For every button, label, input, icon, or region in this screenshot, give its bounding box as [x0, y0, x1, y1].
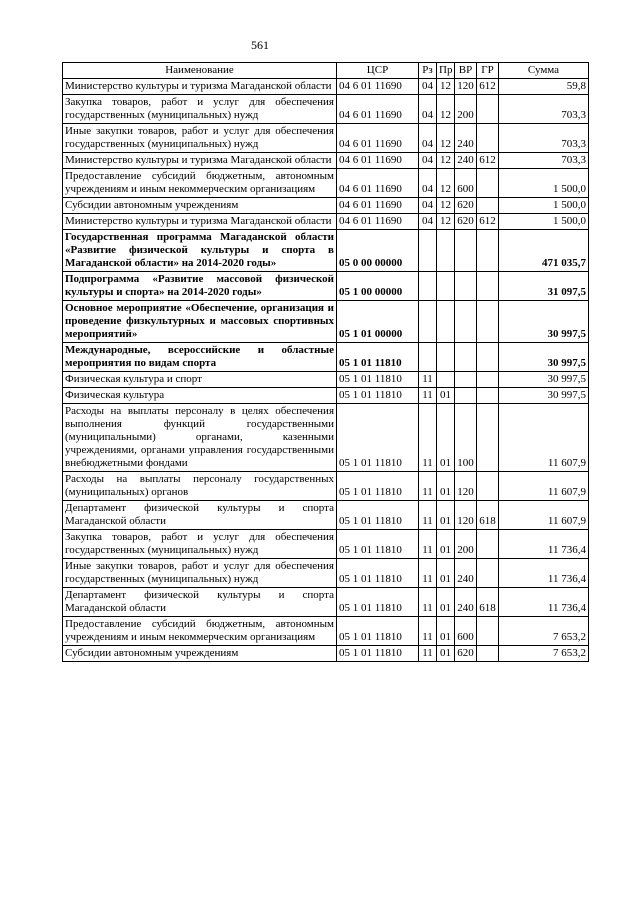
cell-gr — [477, 301, 499, 343]
cell-sum: 11 736,4 — [499, 530, 589, 559]
header-csr: ЦСР — [337, 63, 419, 79]
cell-gr — [477, 559, 499, 588]
cell-csr: 05 1 01 11810 — [337, 472, 419, 501]
cell-gr: 612 — [477, 79, 499, 95]
cell-csr: 05 1 01 11810 — [337, 646, 419, 662]
cell-vr: 240 — [455, 588, 477, 617]
cell-sum: 30 997,5 — [499, 372, 589, 388]
cell-name: Государственная программа Магаданской области «Развитие физической культуры и спорта в Магаданской области» на 2014-2020 годы» — [63, 230, 337, 272]
header-vr: ВР — [455, 63, 477, 79]
cell-csr: 05 1 01 00000 — [337, 301, 419, 343]
cell-name: Подпрограмма «Развитие массовой физической культуры и спорта» на 2014-2020 годы» — [63, 272, 337, 301]
cell-name: Предоставление субсидий бюджетным, автономным учреждениям и иным некоммерческим организациям — [63, 617, 337, 646]
cell-sum: 7 653,2 — [499, 617, 589, 646]
cell-pr — [437, 272, 455, 301]
cell-name: Иные закупки товаров, работ и услуг для обеспечения государственных (муниципальных) нужд — [63, 124, 337, 153]
table-row — [63, 501, 589, 530]
cell-pr: 01 — [437, 472, 455, 501]
table-row — [63, 559, 589, 588]
cell-csr: 05 1 01 11810 — [337, 588, 419, 617]
cell-pr: 12 — [437, 95, 455, 124]
table-row — [63, 214, 589, 230]
cell-rz — [419, 301, 437, 343]
cell-pr: 01 — [437, 559, 455, 588]
cell-gr — [477, 124, 499, 153]
cell-sum: 1 500,0 — [499, 214, 589, 230]
table-row — [63, 617, 589, 646]
cell-vr — [455, 372, 477, 388]
cell-vr — [455, 301, 477, 343]
cell-vr: 100 — [455, 404, 477, 472]
cell-gr — [477, 646, 499, 662]
cell-sum: 1 500,0 — [499, 198, 589, 214]
cell-pr: 01 — [437, 588, 455, 617]
cell-gr — [477, 617, 499, 646]
cell-sum: 703,3 — [499, 95, 589, 124]
table-row — [63, 472, 589, 501]
cell-pr: 12 — [437, 198, 455, 214]
cell-rz: 11 — [419, 646, 437, 662]
cell-rz: 04 — [419, 169, 437, 198]
cell-rz: 11 — [419, 530, 437, 559]
cell-gr: 618 — [477, 588, 499, 617]
cell-csr: 05 1 01 11810 — [337, 617, 419, 646]
cell-name: Иные закупки товаров, работ и услуг для обеспечения государственных (муниципальных) нужд — [63, 559, 337, 588]
cell-name: Закупка товаров, работ и услуг для обеспечения государственных (муниципальных) нужд — [63, 95, 337, 124]
cell-rz: 11 — [419, 501, 437, 530]
cell-name: Субсидии автономным учреждениям — [63, 646, 337, 662]
cell-sum: 11 607,9 — [499, 501, 589, 530]
cell-sum: 30 997,5 — [499, 301, 589, 343]
cell-name: Международные, всероссийские и областные мероприятия по видам спорта — [63, 343, 337, 372]
cell-csr: 04 6 01 11690 — [337, 169, 419, 198]
cell-vr: 240 — [455, 559, 477, 588]
cell-sum: 11 736,4 — [499, 559, 589, 588]
table-row — [63, 588, 589, 617]
cell-sum: 1 500,0 — [499, 169, 589, 198]
cell-name: Физическая культура и спорт — [63, 372, 337, 388]
cell-name: Расходы на выплаты персоналу в целях обеспечения выполнения функций государственными (муниципальными) органами, казенными учреждениями, органами управления государственными внебюджетными фондами — [63, 404, 337, 472]
cell-rz: 04 — [419, 124, 437, 153]
header-pr: Пр — [437, 63, 455, 79]
cell-rz: 11 — [419, 588, 437, 617]
cell-pr: 12 — [437, 214, 455, 230]
cell-name: Департамент физической культуры и спорта Магаданской области — [63, 501, 337, 530]
table-row — [63, 372, 589, 388]
cell-pr — [437, 301, 455, 343]
cell-pr: 01 — [437, 388, 455, 404]
cell-name: Предоставление субсидий бюджетным, автономным учреждениям и иным некоммерческим организациям — [63, 169, 337, 198]
cell-gr — [477, 404, 499, 472]
cell-vr: 620 — [455, 646, 477, 662]
cell-vr — [455, 343, 477, 372]
cell-gr — [477, 95, 499, 124]
table-row — [63, 230, 589, 272]
cell-rz: 04 — [419, 153, 437, 169]
cell-gr — [477, 169, 499, 198]
cell-rz — [419, 230, 437, 272]
cell-rz: 11 — [419, 388, 437, 404]
cell-vr: 120 — [455, 501, 477, 530]
table-row — [63, 388, 589, 404]
cell-csr: 04 6 01 11690 — [337, 95, 419, 124]
cell-sum: 30 997,5 — [499, 343, 589, 372]
cell-pr: 12 — [437, 79, 455, 95]
cell-vr: 240 — [455, 124, 477, 153]
cell-rz: 11 — [419, 559, 437, 588]
cell-rz: 11 — [419, 404, 437, 472]
cell-csr: 05 1 01 11810 — [337, 343, 419, 372]
cell-vr: 200 — [455, 530, 477, 559]
table-row — [63, 301, 589, 343]
cell-vr: 120 — [455, 472, 477, 501]
cell-name: Министерство культуры и туризма Магаданской области — [63, 153, 337, 169]
cell-sum: 703,3 — [499, 124, 589, 153]
cell-csr: 04 6 01 11690 — [337, 198, 419, 214]
cell-gr — [477, 372, 499, 388]
cell-pr — [437, 343, 455, 372]
cell-pr: 01 — [437, 530, 455, 559]
cell-pr — [437, 230, 455, 272]
cell-name: Субсидии автономным учреждениям — [63, 198, 337, 214]
cell-sum: 30 997,5 — [499, 388, 589, 404]
table-row — [63, 404, 589, 472]
cell-vr: 600 — [455, 169, 477, 198]
cell-vr: 120 — [455, 79, 477, 95]
cell-rz: 11 — [419, 617, 437, 646]
table-row — [63, 95, 589, 124]
cell-gr — [477, 472, 499, 501]
cell-csr: 05 1 01 11810 — [337, 559, 419, 588]
cell-vr: 200 — [455, 95, 477, 124]
table-row — [63, 198, 589, 214]
cell-rz: 04 — [419, 79, 437, 95]
cell-csr: 04 6 01 11690 — [337, 214, 419, 230]
cell-pr: 01 — [437, 617, 455, 646]
cell-sum: 11 607,9 — [499, 472, 589, 501]
cell-pr — [437, 372, 455, 388]
cell-vr: 240 — [455, 153, 477, 169]
cell-name: Министерство культуры и туризма Магаданской области — [63, 79, 337, 95]
table-row — [63, 343, 589, 372]
cell-name: Расходы на выплаты персоналу государственных (муниципальных) органов — [63, 472, 337, 501]
cell-csr: 04 6 01 11690 — [337, 124, 419, 153]
cell-rz — [419, 272, 437, 301]
cell-vr — [455, 388, 477, 404]
cell-vr: 600 — [455, 617, 477, 646]
table-row — [63, 79, 589, 95]
cell-gr — [477, 198, 499, 214]
cell-gr — [477, 388, 499, 404]
cell-name: Департамент физической культуры и спорта Магаданской области — [63, 588, 337, 617]
cell-name: Закупка товаров, работ и услуг для обеспечения государственных (муниципальных) нужд — [63, 530, 337, 559]
cell-rz: 04 — [419, 198, 437, 214]
cell-csr: 05 1 00 00000 — [337, 272, 419, 301]
cell-sum: 11 736,4 — [499, 588, 589, 617]
cell-vr — [455, 272, 477, 301]
cell-csr: 05 1 01 11810 — [337, 372, 419, 388]
cell-pr: 12 — [437, 153, 455, 169]
table-row — [63, 272, 589, 301]
cell-rz — [419, 343, 437, 372]
table-row — [63, 124, 589, 153]
table-row — [63, 169, 589, 198]
cell-rz: 11 — [419, 472, 437, 501]
cell-csr: 04 6 01 11690 — [337, 79, 419, 95]
budget-table — [62, 62, 589, 662]
cell-pr: 12 — [437, 124, 455, 153]
header-gr: ГР — [477, 63, 499, 79]
header-name: Наименование — [63, 63, 337, 79]
table-header — [63, 63, 589, 79]
cell-rz: 04 — [419, 214, 437, 230]
table-row — [63, 646, 589, 662]
table-row — [63, 530, 589, 559]
cell-vr — [455, 230, 477, 272]
cell-sum: 31 097,5 — [499, 272, 589, 301]
cell-gr — [477, 272, 499, 301]
cell-csr: 05 0 00 00000 — [337, 230, 419, 272]
cell-pr: 01 — [437, 404, 455, 472]
cell-rz: 11 — [419, 372, 437, 388]
cell-csr: 05 1 01 11810 — [337, 530, 419, 559]
cell-gr — [477, 343, 499, 372]
cell-gr — [477, 230, 499, 272]
cell-csr: 04 6 01 11690 — [337, 153, 419, 169]
cell-sum: 703,3 — [499, 153, 589, 169]
cell-sum: 59,8 — [499, 79, 589, 95]
table-body — [63, 79, 589, 662]
cell-gr: 612 — [477, 153, 499, 169]
cell-sum: 11 607,9 — [499, 404, 589, 472]
cell-rz: 04 — [419, 95, 437, 124]
cell-gr: 612 — [477, 214, 499, 230]
table-row — [63, 153, 589, 169]
cell-sum: 471 035,7 — [499, 230, 589, 272]
header-rz: Рз — [419, 63, 437, 79]
cell-csr: 05 1 01 11810 — [337, 388, 419, 404]
cell-name: Министерство культуры и туризма Магаданской области — [63, 214, 337, 230]
cell-vr: 620 — [455, 214, 477, 230]
cell-gr: 618 — [477, 501, 499, 530]
page-number: 561 — [251, 38, 269, 52]
cell-name: Физическая культура — [63, 388, 337, 404]
cell-pr: 12 — [437, 169, 455, 198]
header-sum: Сумма — [499, 63, 589, 79]
cell-pr: 01 — [437, 646, 455, 662]
cell-csr: 05 1 01 11810 — [337, 404, 419, 472]
cell-csr: 05 1 01 11810 — [337, 501, 419, 530]
cell-vr: 620 — [455, 198, 477, 214]
cell-gr — [477, 530, 499, 559]
cell-sum: 7 653,2 — [499, 646, 589, 662]
cell-pr: 01 — [437, 501, 455, 530]
cell-name: Основное мероприятие «Обеспечение, организация и проведение физкультурных и массовых спортивных мероприятий» — [63, 301, 337, 343]
